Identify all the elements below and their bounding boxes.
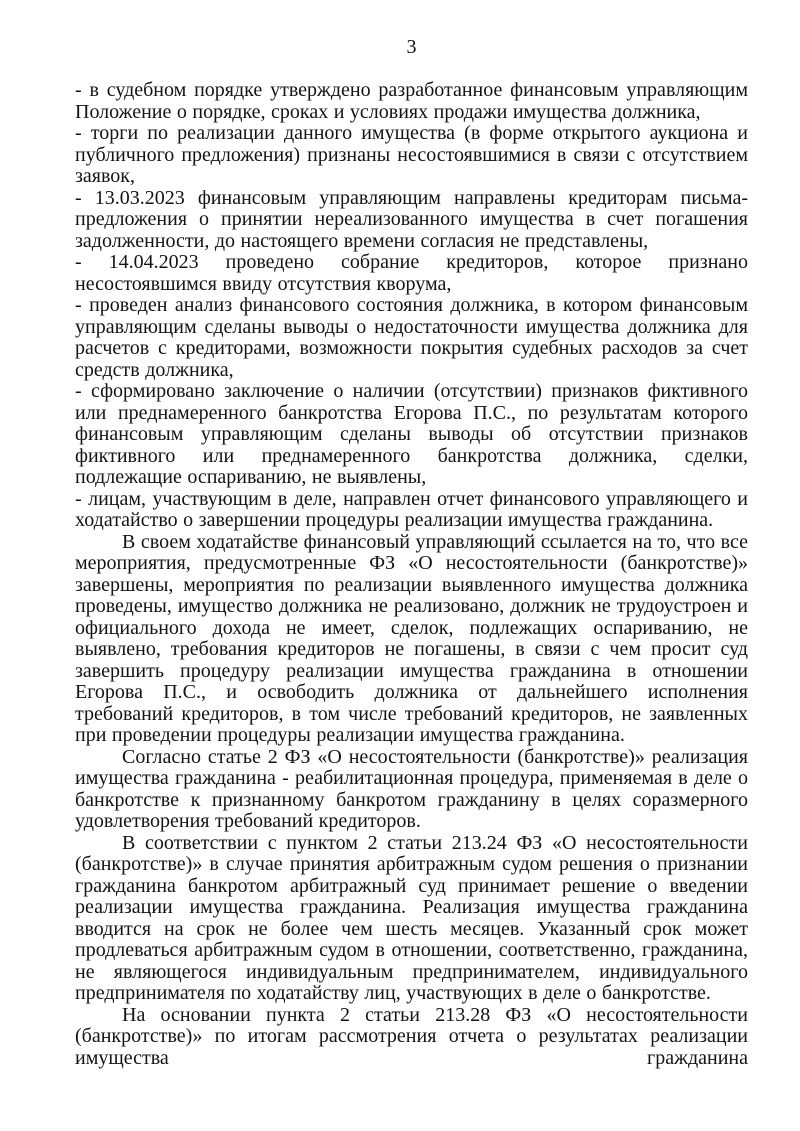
page-number: 3 [406,36,417,58]
paragraph-list-item-1: - в судебном порядке утверждено разработанное финансовым управляющим Положение о порядке, сроках и условиях продажи имущества должника, [75,79,748,123]
paragraph-law-article-213-28: На основании пункта 2 статьи 213.28 ФЗ «О несостоятельности (банкротстве)» по итогам рассмотрения отчета о результатах реализации имущества гражданина [75,1003,748,1069]
document-body [75,80,748,1069]
paragraph-law-article-2: Согласно статье 2 ФЗ «О несостоятельности (банкротстве)» реализация имущества гражданина - реабилитационная процедура, применяемая в деле о банкротстве к признанному банкротом гражданину в целях соразмерного удовлетворения требований кредиторов. [75,745,748,832]
paragraph-list-item-3: - 13.03.2023 финансовым управляющим направлены кредиторам письма-предложения о принятии нереализованного имущества в счет погашения задолженности, до настоящего времени согласия не представлены, [75,186,748,252]
paragraph-motion-summary: В своем ходатайстве финансовый управляющий ссылается на то, что все мероприятия, предусмотренные ФЗ «О несостоятельности (банкротстве)» завершены, мероприятия по реализации выявленного имущества должника проведены, имущество должника не реализовано, должник не трудоустроен и официального дохода не имеет, сделок, подлежащих оспариванию, не выявлено, требования кредиторов не погашены, в связи с чем просит суд завершить процедуру реализации имущества гражданина в отношении Егорова П.С., и освободить должника от дальнейшего исполнения требований кредиторов, в том числе требований кредиторов, не заявленных при проведении процедуры реализации имущества гражданина. [75,530,748,746]
paragraph-list-item-2: - торги по реализации данного имущества (в форме открытого аукциона и публичного предложения) признаны несостоявшимися в связи с отсутствием заявок, [75,122,748,187]
paragraph-list-item-7: - лицам, участвующим в деле, направлен отчет финансового управляющего и ходатайство о завершении процедуры реализации имущества гражданина. [75,487,748,531]
paragraph-list-item-5: - проведен анализ финансового состояния должника, в котором финансовым управляющим сделаны выводы о недостаточности имущества должника для расчетов с кредиторами, возможности покрытия судебных расходов за счет средств должника, [75,294,748,381]
paragraph-list-item-6: - сформировано заключение о наличии (отсутствии) признаков фиктивного или преднамеренного банкротства Егорова П.С., по результатам которого финансовым управляющим сделаны выводы об отсутствии признаков фиктивного или преднамеренного банкротства должника, сделки, подлежащие оспариванию, не выявлены, [75,380,748,488]
paragraph-law-article-213-24: В соответствии с пунктом 2 статьи 213.24 ФЗ «О несостоятельности (банкротстве)» в случае принятия арбитражным судом решения о признании гражданина банкротом арбитражный суд принимает решение о введении реализации имущества гражданина. Реализация имущества гражданина вводится на срок не более чем шесть месяцев. Указанный срок может продлеваться арбитражным судом в отношении, соответственно, гражданина, не являющегося индивидуальным предпринимателем, индивидуального предпринимателя по ходатайству лиц, участвующих в деле о банкротстве. [75,831,748,1004]
paragraph-list-item-4: - 14.04.2023 проведено собрание кредиторов, которое признано несостоявшимся ввиду отсутствия кворума, [75,251,748,295]
